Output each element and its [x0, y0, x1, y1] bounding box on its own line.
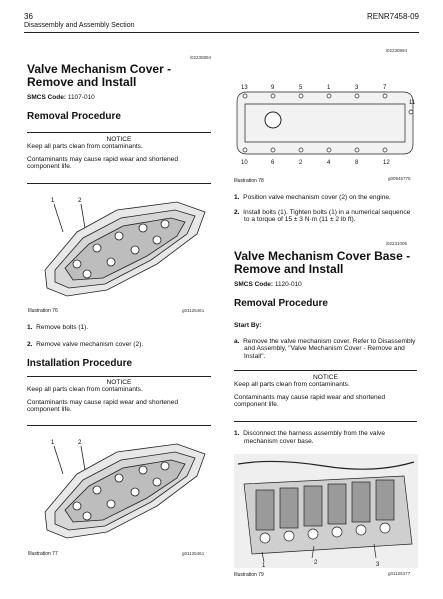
step-item: [234, 430, 417, 445]
bolt-number: 4: [327, 160, 331, 166]
step-list: [27, 324, 212, 348]
removal-heading: Removal Procedure: [27, 111, 121, 122]
notice-text: Keep all parts clean from contaminants.: [27, 143, 143, 150]
notice-rule: [234, 421, 417, 422]
step-number: 2.: [234, 208, 240, 216]
notice-rule: [27, 425, 211, 426]
notice-rule: [27, 132, 211, 133]
bolt-sequence-diagram: [233, 82, 418, 170]
page-title: Valve Mechanism Cover Base - Remove and Install: [234, 249, 411, 276]
callout-1: 1: [51, 440, 55, 446]
illustration-77: [27, 434, 212, 546]
notice-text: Contaminants may cause rapid wear and shortened component life.: [27, 398, 179, 414]
start-by-block: [234, 322, 417, 360]
page-title: Valve Mechanism Cover - Remove and Install: [27, 62, 172, 89]
step-text: Disconnect the harness assembly from the valve mechanism cover base.: [243, 430, 386, 445]
notice-block: [27, 379, 211, 414]
illustration-ref: g01125461: [182, 551, 205, 556]
illustration-caption: Illustration 78: [234, 178, 264, 184]
left-column-header: [27, 63, 212, 122]
callout-1: 1: [262, 563, 266, 568]
bolt-number: 9: [271, 85, 275, 91]
notice-text: Keep all parts clean from contaminants.: [27, 386, 143, 393]
notice-label: NOTICE: [313, 374, 338, 381]
callout-2: 2: [314, 560, 318, 566]
step-item: [234, 194, 417, 202]
start-by-item: [234, 338, 417, 361]
step-text: Remove valve mechanism cover (2).: [36, 340, 144, 348]
header-rule: [24, 32, 419, 33]
notice-text: Contaminants may cause rapid wear and shortened component life.: [27, 155, 179, 171]
valve-cover-diagram: [27, 434, 212, 546]
step-number: 1.: [234, 194, 240, 201]
ref-id: i02230894: [386, 48, 408, 53]
bolt-number: 1: [327, 85, 331, 91]
step-text: Remove bolts (1).: [36, 324, 89, 331]
notice-rule: [27, 183, 211, 184]
start-by-label: Start By:: [234, 322, 262, 329]
smcs-label: SMCS Code:: [27, 94, 66, 101]
notice-block: [27, 136, 211, 171]
smcs-label: SMCS Code:: [234, 281, 273, 288]
notice-block: [234, 374, 417, 409]
illustration-ref: g01125461: [182, 308, 205, 313]
engine-valve-base-diagram: [234, 454, 418, 568]
step-item: [27, 341, 212, 349]
illustration-caption: Illustration 76: [28, 308, 58, 314]
section-title: Disassembly and Assembly Section: [24, 22, 135, 29]
notice-label: NOTICE: [106, 379, 132, 386]
bolt-number: 5: [299, 85, 303, 91]
callout-2: 2: [78, 198, 82, 204]
page-number: 36: [24, 12, 33, 21]
bolt-number: 3: [355, 85, 359, 91]
bolt-number: 10: [241, 160, 248, 166]
step-item: [234, 209, 417, 224]
smcs-code: [27, 94, 212, 101]
callout-3: 3: [376, 562, 380, 568]
illustration-79: [234, 454, 418, 568]
bolt-number: 8: [355, 160, 359, 166]
removal-heading: Removal Procedure: [234, 298, 328, 309]
callout-2: 2: [78, 440, 82, 446]
notice-rule: [234, 370, 417, 371]
document-id: RENR7458-09: [366, 12, 419, 21]
bolt-number: 7: [383, 85, 387, 91]
callout-1: 1: [51, 198, 55, 204]
notice-text: Keep all parts clean from contaminants.: [234, 381, 350, 388]
smcs-value: 1107-010: [67, 94, 95, 101]
illustration-ref: g01125477: [388, 571, 411, 576]
step-item: [27, 324, 212, 332]
bolt-number: 11: [409, 100, 416, 106]
step-list: [234, 194, 417, 224]
step-text: Position valve mechanism cover (2) on the engine.: [243, 194, 391, 201]
smcs-code: [234, 281, 419, 288]
bolt-number: 6: [271, 160, 275, 166]
bolt-number: 13: [241, 85, 248, 91]
notice-rule: [27, 376, 211, 377]
illustration-76: [27, 192, 212, 304]
step-number: a.: [234, 337, 240, 345]
illustration-78: [233, 82, 418, 170]
step-number: 2.: [27, 340, 33, 348]
ref-id: i02230894: [190, 55, 212, 60]
notice-label: NOTICE: [106, 136, 132, 143]
illustration-caption: Illustration 79: [234, 572, 264, 578]
bolt-number: 12: [383, 160, 390, 166]
step-number: 1.: [27, 324, 33, 331]
ref-id: i02231006: [386, 241, 408, 246]
right-column-header: [234, 250, 419, 309]
step-text: Remove the valve mechanism cover. Refer to Disassembly and Assembly, "Valve Mechanism Cover - Remove and Install".: [243, 337, 416, 360]
illustration-caption: Illustration 77: [28, 551, 58, 557]
step-text: Install bolts (1). Tighten bolts (1) in a numerical sequence to a torque of 15 ± 3 N·m (11 ± 2 lb ft).: [243, 208, 411, 224]
smcs-value: 1120-010: [274, 281, 302, 288]
installation-heading: Installation Procedure: [27, 358, 133, 369]
bolt-number: 2: [299, 160, 303, 166]
step-number: 1.: [234, 430, 240, 437]
illustration-ref: g00945775: [388, 176, 411, 181]
notice-text: Contaminants may cause rapid wear and shortened component life.: [234, 393, 386, 409]
valve-cover-diagram: [27, 192, 212, 304]
